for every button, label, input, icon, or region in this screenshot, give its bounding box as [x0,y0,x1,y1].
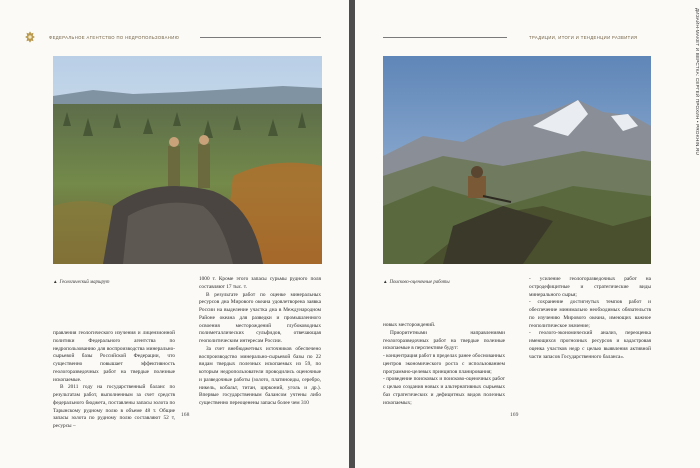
paragraph: За счет внебюджетных источников обеспечено воспроизводство минерально-сырьевой базы по 22 видам твердых полезных ископаемых из 59, по которым недропользователи проводились оценочные и разведочные работы (золото, платиноиды, серебро, никель, кобальт, титан, цирконий, уголь и др.). Впервые государственным балансом учтены либо существенно переоценены запасы более чем 310 [199,345,321,406]
left-page [0,0,349,468]
page-number-left: 168 [181,412,190,418]
right-running-header: ТРАДИЦИИ, ИТОГИ И ТЕНДЕНЦИИ РАЗВИТИЯ [529,35,638,40]
paragraph: В 2011 году на государственный баланс по результатам работ, выполненным за счет средств федерального бюджета, поставлены запасы золота по Тарынскому рудному полю в объеме 48 т. Общие запасы золота по рудному полю составляют 52 т, ресурсы – [53,384,175,429]
right-column-2 [529,276,651,361]
paragraph: новых месторождений. [383,322,436,328]
left-running-header: ФЕДЕРАЛЬНОЕ АГЕНТСТВО ПО НЕДРОПОЛЬЗОВАНИЮ [49,35,180,40]
right-column-1 [383,322,505,407]
left-column-1 [53,330,175,431]
layout-credit: ДИЗАЙН-МАКЕТ И ВЕРСТКА: СЕРГЕЙ ПРОХИН • PROKHIN.RU [695,8,700,155]
caption-marker-icon: ▲ [383,279,388,284]
left-column-2 [199,276,321,408]
list-item: - проведение поисковых и поисково-оценочных работ с целью создания новых и альтернативных сырьевых баз стратегических и дефицитных видов полезных ископаемых; [383,376,505,406]
caption-marker-icon: ▲ [53,279,58,284]
right-page [355,0,685,468]
paragraph: Приоритетными направлениями геологоразведочных работ на твердые полезные ископаемые в перспективе будут: [383,329,505,352]
russian-emblem-icon [23,30,37,44]
exploration-work-photo [383,56,651,264]
left-photo-caption: ▲ Геологический маршрут [53,279,110,285]
paragraph: правления геологического изучения и лицензионной политики Федерального агентства по недропользованию для воспроизводства минерально-сырьевой базы Российской Федерации, что существенно повышает эффективность геологоразведочных работ на твердые полезные ископаемые. [53,330,175,383]
left-header-rule [200,37,321,38]
list-item: - концентрация работ в пределах ранее обоснованных центров экономического роста с использованием программно-целевых принципов планирования; [383,353,505,375]
page-number-right: 169 [510,412,519,418]
paragraph: 1000 т. Кроме этого запасы сурьмы рудного поля составляют 17 тыс. т. [199,276,321,290]
list-item: - усиление геологоразведочных работ на остродефицитные и стратегические виды минерального сырья; [529,276,651,298]
paragraph: В результате работ по оценке минеральных ресурсов дна Мирового океана удовлетворена заявка России на выделение участка дна в Международном Районе океана для разведки и промышленного освоения месторождений глубоководных полиметаллических сульфидов, отвечающая геополитическим интересам России. [199,291,321,344]
right-photo-caption: ▲ Поисково-оценочные работы [383,279,450,285]
list-item: - геолого-экономический анализ, переоценка имеющихся прогнозных ресурсов и кадастровая оценка участков недр с целью выявления активной части запасов Государственного баланса». [529,330,651,360]
list-item: - сохранение достигнутых темпов работ и обеспечение минимально необходимых обязательств по изучению Мирового океана, имеющих важное геополитическое значение; [529,299,651,329]
right-header-rule [383,37,507,38]
geological-route-photo [53,56,322,264]
